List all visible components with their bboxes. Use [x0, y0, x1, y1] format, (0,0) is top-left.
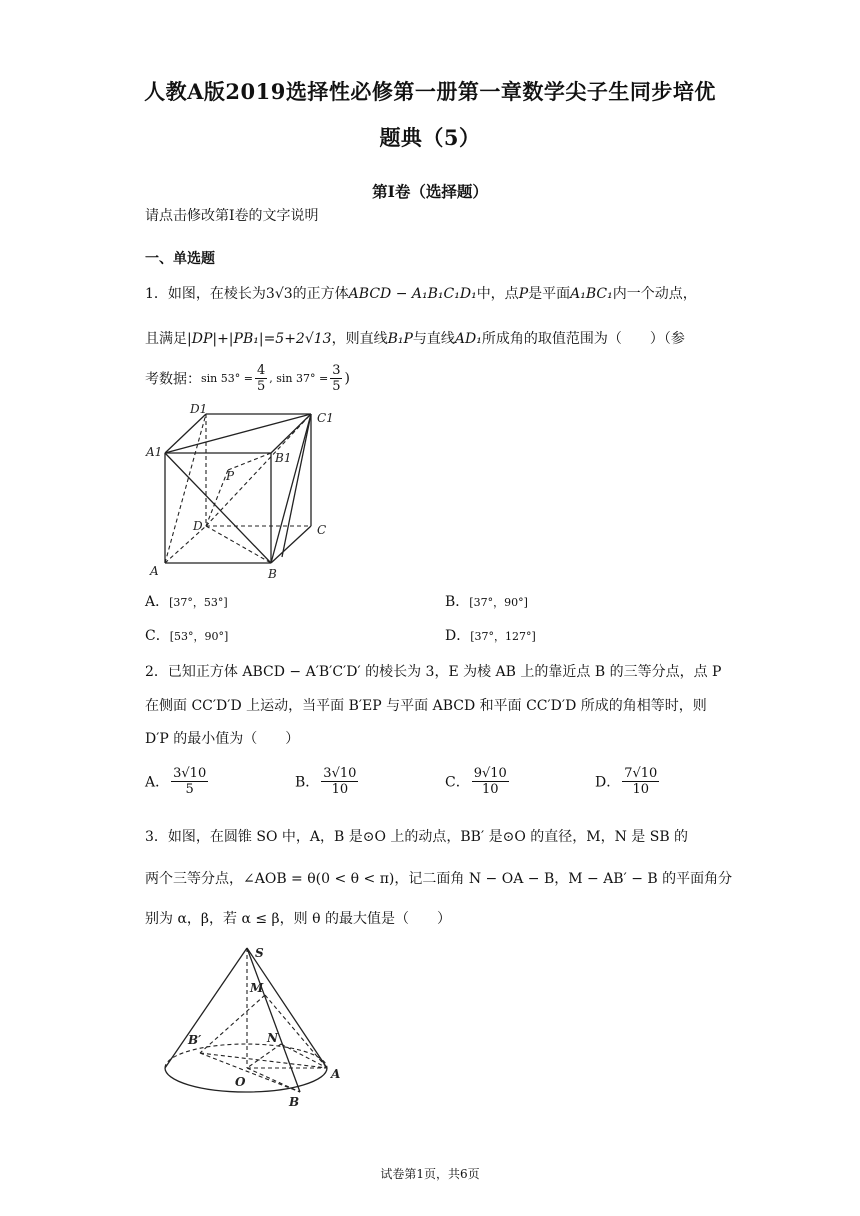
q1-option-c: C．[53°，90°] [145, 628, 229, 644]
q3-label-B-prime: B′ [188, 1033, 202, 1047]
q3-label-M: M [250, 981, 264, 995]
q3-label-B: B [289, 1095, 300, 1109]
part-title: 一、单选题 [145, 251, 215, 267]
q2-option-b: B． $\frac{3√10}{10}$ [295, 766, 357, 797]
q2-option-d: D． $\frac{7√10}{10}$ [595, 766, 658, 797]
q1-option-a: A．[37°，53°] [145, 594, 228, 610]
q1-label-P: P [226, 469, 235, 483]
q1-line2: 且满足|DP|+|PB₁|=5+2√13，则直线B₁P与直线AD₁所成角的取值范围为（ ）（参 [145, 331, 685, 347]
document-title-line2: 题典（5） [379, 125, 481, 150]
section-note: 请点击修改第I卷的文字说明 [145, 208, 319, 224]
q2-line1: 2．已知正方体 ABCD − A′B′C′D′ 的棱长为 3，E 为棱 AB 上的靠近点 B 的三等分点，点 P [145, 664, 722, 680]
q3-label-O: O [235, 1075, 246, 1089]
q1-label-C: C [317, 523, 327, 537]
q2-line2: 在侧面 CC′D′D 上运动，当平面 B′EP 与平面 ABCD 和平面 CC′D′D 所成的角相等时，则 [145, 698, 707, 714]
document-title-line1: 人教A版2019选择性必修第一册第一章数学尖子生同步培优 [144, 79, 716, 104]
q2-option-c: C． $\frac{9√10}{10}$ [445, 766, 507, 797]
q1-cube-figure [140, 400, 340, 585]
q3-line3: 别为 α，β，若 α ≤ β，则 θ 的最大值是（ ） [145, 911, 451, 927]
q3-label-N: N [267, 1031, 278, 1045]
q3-line1: 3．如图，在圆锥 SO 中，A，B 是⊙O 上的动点，BB′ 是⊙O 的直径，M，N 是 SB 的 [145, 829, 689, 845]
q3-label-S: S [255, 946, 264, 960]
q2-line3: D′P 的最小值为（ ） [145, 731, 300, 747]
section-title: 第I卷（选择题） [372, 182, 488, 201]
q1-label-A: A [150, 564, 159, 578]
q3-line2: 两个三等分点，∠AOB = θ(0 < θ < π)，记二面角 N − OA − B，M − AB′ − B 的平面角分 [145, 871, 733, 887]
q3-cone-figure [155, 940, 355, 1115]
q1-label-B1: B1 [275, 451, 292, 465]
q1-option-d: D．[37°，127°] [445, 628, 536, 644]
q1-label-D1: D1 [190, 402, 208, 416]
q1-option-b: B．[37°，90°] [445, 594, 528, 610]
q3-label-A: A [331, 1067, 341, 1081]
q1-line1: 1．如图，在棱长为3√3的正方体ABCD − A₁B₁C₁D₁中，点P是平面A₁BC₁内一个动点， [145, 286, 697, 302]
q1-label-D: D [193, 519, 203, 533]
q1-label-B: B [268, 567, 277, 581]
q1-label-A1: A1 [146, 445, 163, 459]
page-footer: 试卷第1页，共6页 [380, 1167, 480, 1181]
q1-label-C1: C1 [317, 411, 334, 425]
q1-line3: 考数据：sin 53° = $\frac{4}{5}$ , sin 37° = $\frac{3}{5}$ ) [145, 363, 350, 394]
q2-option-a: A． $\frac{3√10}{5}$ [145, 766, 207, 797]
